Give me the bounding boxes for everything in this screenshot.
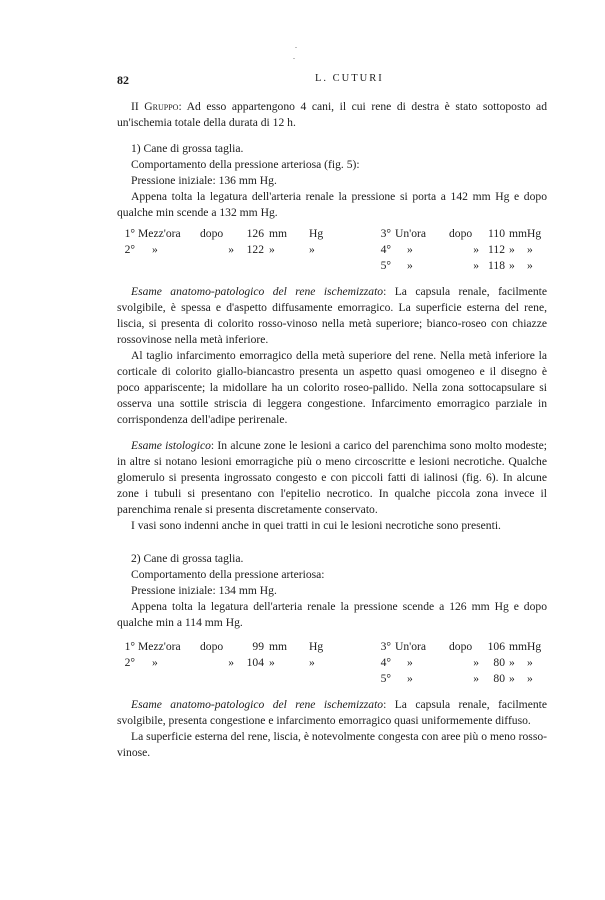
article-body: [117, 99, 547, 761]
case2-title: 2) Cane di grossa taglia.: [131, 552, 244, 565]
page-header: [117, 73, 547, 89]
case1-histo-paragraph: Esame istologico: In alcune zone le lesioni a carico del parenchima sono molto modeste; in altre si notano lesioni emorragiche più o meno circoscritte e lesioni necrotiche. Qualche glomerulo si presenta ingrossato congesto e con piccoli fatti di ialinosi (fig. 6). In alcune zone i tubuli si presentano con l'epitelio necrotico. In qualche piccola zona invece il parenchima renale si presenta discretamente conservato.: [117, 439, 548, 516]
case1-title: 1) Cane di grossa taglia.: [131, 142, 244, 155]
case2-surface-paragraph: La superficie esterna del rene, liscia, è notevolmente congesta con aree più o meno rosso-vinose.: [117, 730, 547, 759]
measurement-row: 1° Mezz'ora dopo 126 mm Hg 3° Un'ora dopo 110 mm Hg: [124, 227, 542, 240]
page-number: 82: [117, 73, 129, 87]
measurement-row: 2° » » 104 » » 4° » » 80 » »: [124, 656, 533, 669]
section-label: Esame anatomo-patologico del rene ischemizzato: [131, 698, 384, 711]
scan-specks: . .: [293, 41, 297, 61]
measurement-row: 1° Mezz'ora dopo 99 mm Hg 3° Un'ora dopo 106 mm Hg: [124, 640, 542, 653]
measurement-row: 5° » » 118 » »: [380, 259, 533, 272]
case1-vessels-paragraph: I vasi sono indenni anche in quei tratti in cui le lesioni necrotiche sono presenti.: [131, 519, 501, 532]
group-intro: II Gruppo: Ad esso appartengono 4 cani, il cui rene di destra è stato sottoposto ad un'ischemia totale della durata di 12 h.: [117, 100, 547, 129]
section-label: Esame istologico: [131, 439, 211, 452]
running-head: L. CUTURI: [315, 73, 384, 84]
case1-pressure-heading: Comportamento della pressione arteriosa (fig. 5):: [131, 158, 360, 171]
section-label: Esame anatomo-patologico del rene ischemizzato: [131, 285, 384, 298]
case2-pressure-heading: Comportamento della pressione arteriosa:: [131, 568, 325, 581]
case1-cut-paragraph: Al taglio infarcimento emorragico della metà superiore del rene. Nella metà inferiore la corticale di colorito giallo-biancastro presenta un aspetto quasi omogeneo e il disegno è poco appariscente; la midollare ha un colorito roseo-pallido. Nella zona sottocapsulare si osserva una sottile striscia di leggera congestione. Infarcimento emorragico parziale in corrispondenza dell'adipe perirenale.: [117, 349, 547, 426]
case2-measurements: [117, 639, 545, 687]
case2-ligature-text: Appena tolta la legatura dell'arteria renale la pressione scende a 126 mm Hg e dopo qualche min a 114 mm Hg.: [117, 600, 547, 629]
case1-initial-pressure: Pressione iniziale: 136 mm Hg.: [131, 174, 277, 187]
case1-measurements: [117, 226, 545, 274]
case1-anatomo-paragraph: Esame anatomo-patologico del rene ischemizzato: La capsula renale, facilmente svolgibile, è spessa e d'aspetto diffusamente emorragico. La superficie esterna del rene, liscia, si presenta di colorito rosso-vinoso nella metà superiore; bianco-roseo con chiazze rossovinose nella metà inferiore.: [117, 285, 547, 346]
case2-initial-pressure: Pressione iniziale: 134 mm Hg.: [131, 584, 277, 597]
group-label: II Gruppo: [131, 100, 179, 113]
measurement-row: 5° » » 80 » »: [380, 672, 533, 685]
case2-anatomo-paragraph: Esame anatomo-patologico del rene ischemizzato: La capsula renale, facilmente svolgibile, presenta congestione e infarcimento emorragico quasi uniformemente diffuso.: [117, 698, 547, 727]
measurement-row: 2° » » 122 » » 4° » » 112 » »: [124, 243, 533, 256]
case1-ligature-text: Appena tolta la legatura dell'arteria renale la pressione si porta a 142 mm Hg e dopo qualche min scende a 132 mm Hg.: [117, 190, 547, 219]
